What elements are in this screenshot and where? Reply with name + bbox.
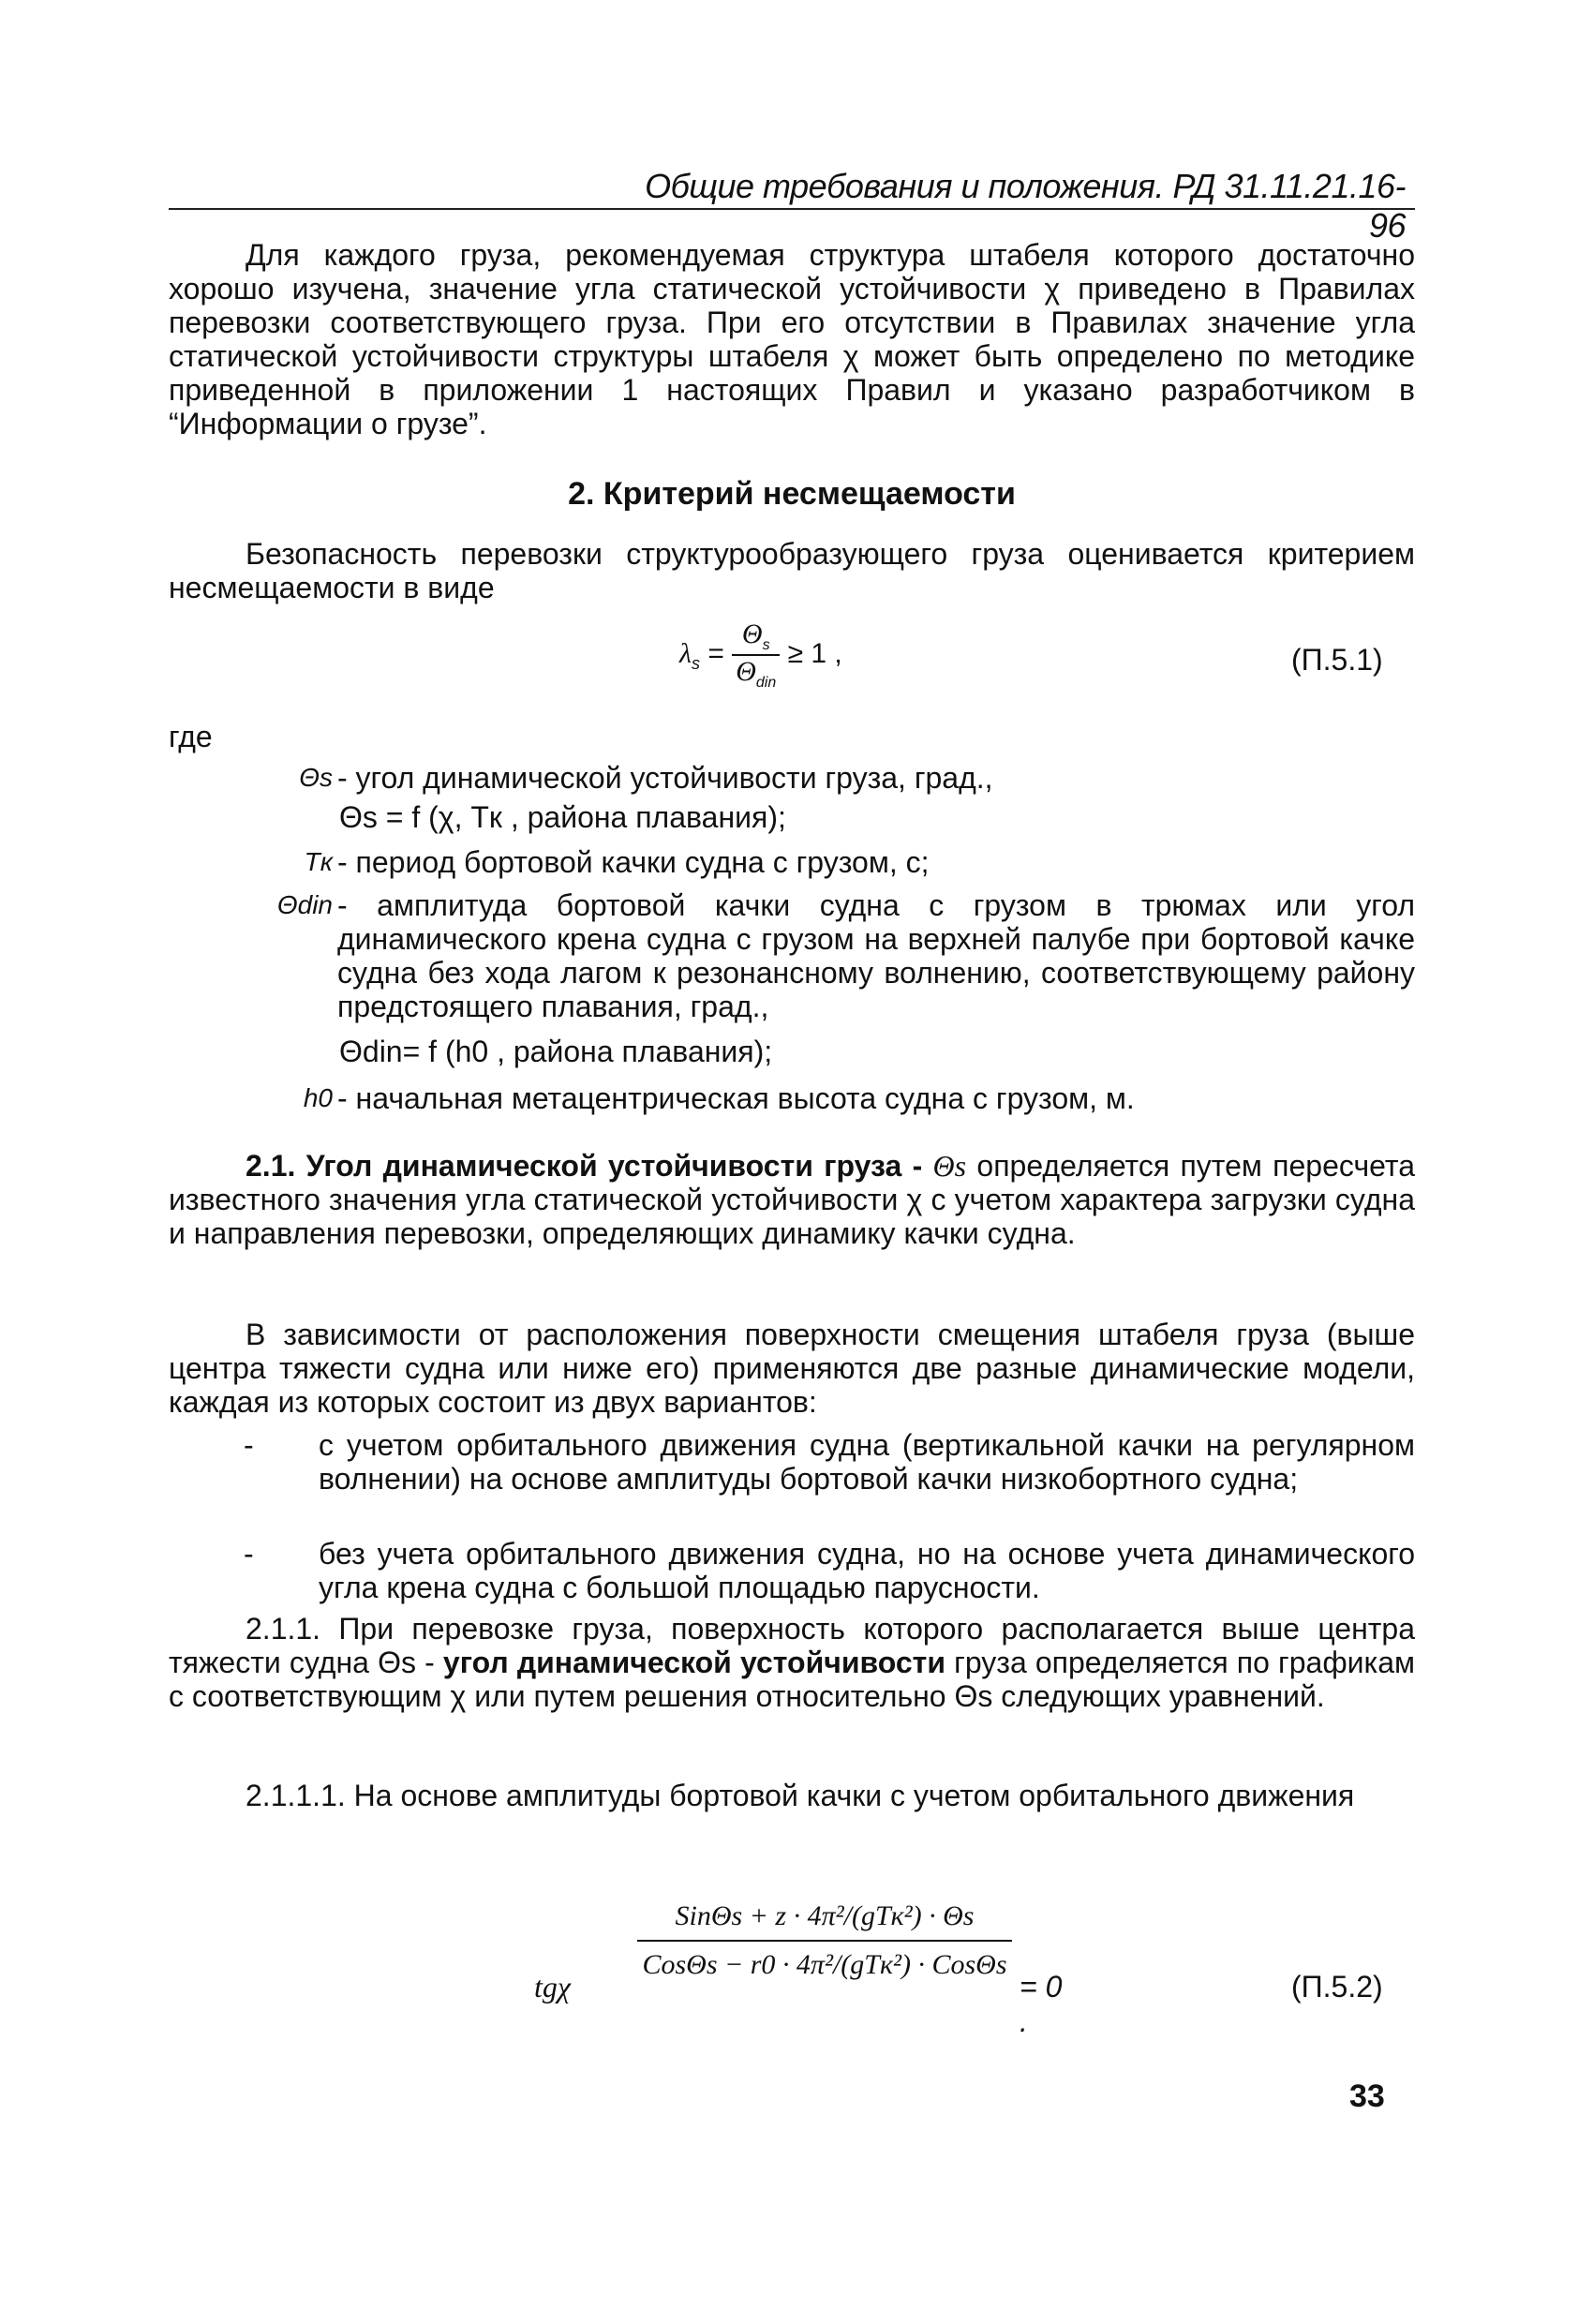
bullet-marker-1: - [244, 1428, 254, 1462]
bullet-2: без учета орбитального движения судна, но на основе учета динамического угла крена судна с большой площадью парусности. [319, 1537, 1415, 1604]
p21-rest: определяется путем пересчета известного значения угла статической устойчивости χ с учетом характера загрузки судна и направления перевозки, определяющих динамику качки судна. [169, 1149, 1416, 1250]
eq1-den: Θ [736, 656, 756, 687]
page-number: 33 [1349, 2078, 1385, 2114]
eq1-lambda: λ [679, 637, 692, 669]
def-theta-s-symbol: Θs [299, 763, 333, 792]
eq1-rhs: ≥ 1 , [787, 637, 842, 669]
p211-bold: угол динамической устойчивости [442, 1646, 946, 1679]
p211-c: груза определяется по графикам с соответствующим χ или путем решения относительно Θs следующих уравнений. [169, 1646, 1416, 1713]
eq2-denominator: CosΘs − r0 · 4π²/(gTк²) · CosΘs [642, 1949, 1007, 1980]
eq1-equals: = [707, 637, 724, 669]
criterion-paragraph: Безопасность перевозки структурообразующего груза оценивается критерием несмещаемости в виде [169, 537, 1415, 604]
eq1-den-sub: din [755, 675, 777, 691]
eq2-rhs: = 0 . [1020, 1970, 1063, 2038]
def-theta-din-symbol: Θdin [276, 890, 333, 919]
bullet-marker-2: - [244, 1537, 254, 1571]
paragraph-2-1 [169, 1149, 1415, 1250]
p211-a: 2.1.1. При перевозке груза, поверхность которого располагается выше центра тяжести судна Θs - [169, 1612, 1415, 1679]
paragraph-2-1-1 [169, 1612, 1415, 1713]
eq1-num: Θ [741, 618, 763, 649]
where-label: где [169, 720, 213, 753]
paragraph-models: В зависимости от расположения поверхности смещения штабеля груза (выше центра тяжести судна или ниже его) применяются две разные динамические модели, каждая из которых состоит из двух вариантов: [169, 1318, 1415, 1419]
eq2-numerator: SinΘs + z · 4π²/(gTк²) · Θs [637, 1884, 1012, 1942]
p21-lead: 2.1. Угол динамической устойчивости груза - [246, 1149, 923, 1183]
def-tk-text: - период бортовой качки судна с грузом, с; [337, 845, 930, 879]
def-theta-din-text: - амплитуда бортовой качки судна с грузом в трюмах или угол динамического крена судна с грузом на верхней палубе при бортовой качке судна без хода лагом к резонансному волнению, соответствующему району предстоящего плавания, град., [337, 888, 1415, 1023]
section-title: 2. Критерий несмещаемости [568, 476, 1016, 512]
equation-number-p51: (П.5.1) [1291, 643, 1383, 677]
eq1-lambda-sub: s [692, 653, 700, 673]
def-h0-symbol: h0 [303, 1083, 333, 1112]
def-h0-text: - начальная метацентрическая высота судна с грузом, м. [337, 1081, 1135, 1115]
eq1-fraction [732, 618, 780, 692]
def-theta-s-text: - угол динамической устойчивости груза, град., [337, 761, 993, 795]
intro-paragraph: Для каждого груза, рекомендуемая структура штабеля которого достаточно хорошо изучена, значение угла статической устойчивости χ приведено в Правилах перевозки соответствующего груза. При его отсутствии в Правилах значение угла статической устойчивости структуры штабеля χ может быть определено по методике приведенной в приложении 1 настоящих Правил и указано разработчиком в “Информации о грузе”. [169, 238, 1415, 440]
equation-p51 [679, 618, 842, 692]
eq1-num-sub: s [762, 637, 770, 653]
def-tk-symbol: Tк [304, 847, 333, 876]
bullet-1: с учетом орбитального движения судна (вертикальной качки на регулярном волнении) на основе амплитуды бортовой качки низкобортного судна; [319, 1428, 1415, 1496]
def-theta-din-function: Θdin= f (h0 , района плавания); [339, 1035, 773, 1068]
paragraph-2-1-1-1: 2.1.1.1. На основе амплитуды бортовой качки с учетом орбитального движения [246, 1779, 1355, 1812]
eq2-lhs: tgχ [534, 1970, 571, 2004]
def-theta-s-function: Θs = f (χ, Tк , района плавания); [339, 800, 786, 834]
header-rule [169, 208, 1415, 210]
p21-symbol: Θs [932, 1149, 967, 1183]
equation-number-p52: (П.5.2) [1291, 1970, 1383, 2004]
running-header: Общие требования и положения. РД 31.11.21.16-96 [645, 167, 1406, 245]
